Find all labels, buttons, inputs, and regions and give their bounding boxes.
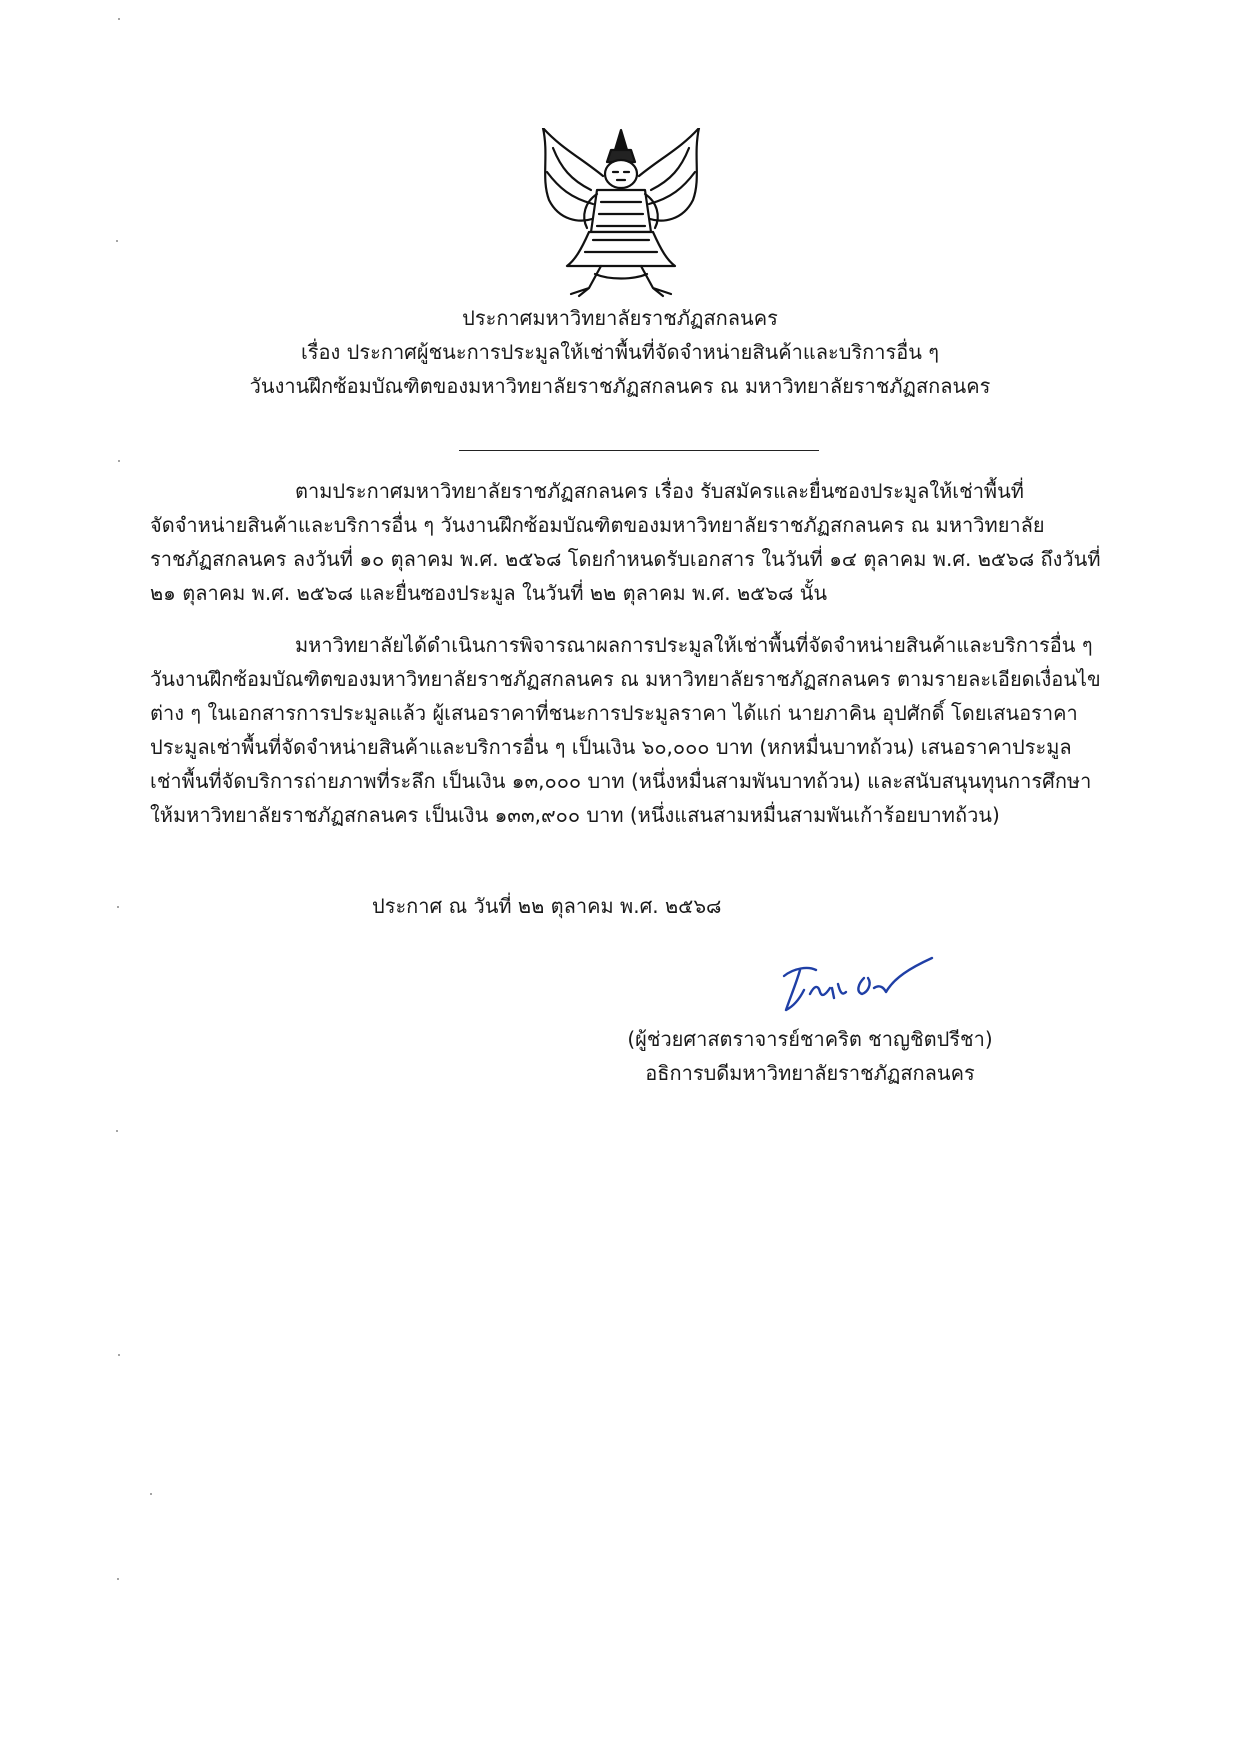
signer-name: (ผู้ช่วยศาสตราจารย์ชาคริต ชาญชิตปรีชา)	[627, 1027, 993, 1051]
scan-speck	[117, 1578, 119, 1580]
scan-speck	[150, 1493, 152, 1495]
paragraph-result	[150, 628, 1105, 832]
paragraph-line: เช่าพื้นที่จัดบริการถ่ายภาพที่ระลึก เป็นเงิน ๑๓,๐๐๐ บาท (หนึ่งหมื่นสามพันบาทถ้วน) และสนับสนุนทุนการศึกษา	[150, 769, 1092, 793]
paragraph-line: มหาวิทยาลัยได้ดำเนินการพิจารณาผลการประมูลให้เช่าพื้นที่จัดจำหน่ายสินค้าและบริการอื่น ๆ	[295, 633, 1093, 657]
scan-speck	[118, 460, 120, 462]
scan-speck	[118, 1354, 120, 1356]
paragraph-line: ตามประกาศมหาวิทยาลัยราชภัฏสกลนคร เรื่อง รับสมัครและยื่นซองประมูลให้เช่าพื้นที่	[295, 479, 1024, 503]
announcement-subject-continued: วันงานฝึกซ้อมบัณฑิตของมหาวิทยาลัยราชภัฏสกลนคร ณ มหาวิทยาลัยราชภัฏสกลนคร	[249, 374, 991, 398]
garuda-emblem	[531, 128, 711, 298]
scan-speck	[117, 906, 119, 908]
scan-speck	[118, 18, 120, 20]
paragraph-line: วันงานฝึกซ้อมบัณฑิตของมหาวิทยาลัยราชภัฏสกลนคร ณ มหาวิทยาลัยราชภัฏสกลนคร ตามรายละเอียดเงื่อนไข	[150, 667, 1101, 691]
signer-position: อธิการบดีมหาวิทยาลัยราชภัฏสกลนคร	[645, 1061, 975, 1085]
heading-divider	[459, 450, 819, 451]
handwritten-signature	[760, 948, 950, 1020]
scan-speck	[116, 1130, 118, 1132]
announcement-subject: เรื่อง ประกาศผู้ชนะการประมูลให้เช่าพื้นที่จัดจำหน่ายสินค้าและบริการอื่น ๆ	[300, 340, 940, 364]
paragraph-line: ให้มหาวิทยาลัยราชภัฏสกลนคร เป็นเงิน ๑๓๓,๙๐๐ บาท (หนึ่งแสนสามหมื่นสามพันเก้าร้อยบาทถ้วน)	[150, 803, 1000, 827]
paragraph-line: ประมูลเช่าพื้นที่จัดจำหน่ายสินค้าและบริการอื่น ๆ เป็นเงิน ๖๐,๐๐๐ บาท (หกหมื่นบาทถ้วน) เสนอราคาประมูล	[150, 735, 1072, 759]
paragraph-line: ราชภัฏสกลนคร ลงวันที่ ๑๐ ตุลาคม พ.ศ. ๒๕๖๘ โดยกำหนดรับเอกสาร ในวันที่ ๑๔ ตุลาคม พ.ศ. ๒๕๖๘ ถึงวันที่	[150, 547, 1101, 571]
scan-speck	[116, 240, 118, 242]
paragraph-reference	[150, 474, 1105, 610]
paragraph-line: จัดจำหน่ายสินค้าและบริการอื่น ๆ วันงานฝึกซ้อมบัณฑิตของมหาวิทยาลัยราชภัฏสกลนคร ณ มหาวิทยาลัย	[150, 513, 1045, 537]
announcement-title: ประกาศมหาวิทยาลัยราชภัฏสกลนคร	[462, 306, 778, 330]
paragraph-line: ต่าง ๆ ในเอกสารการประมูลแล้ว ผู้เสนอราคาที่ชนะการประมูลราคา ได้แก่ นายภาคิน อุปศักดิ์ โดยเสนอราคา	[150, 701, 1078, 725]
paragraph-line: ๒๑ ตุลาคม พ.ศ. ๒๕๖๘ และยื่นซองประมูล ในวันที่ ๒๒ ตุลาคม พ.ศ. ๒๕๖๘ นั้น	[150, 581, 828, 605]
announcement-date: ประกาศ ณ วันที่ ๒๒ ตุลาคม พ.ศ. ๒๕๖๘	[372, 894, 722, 918]
